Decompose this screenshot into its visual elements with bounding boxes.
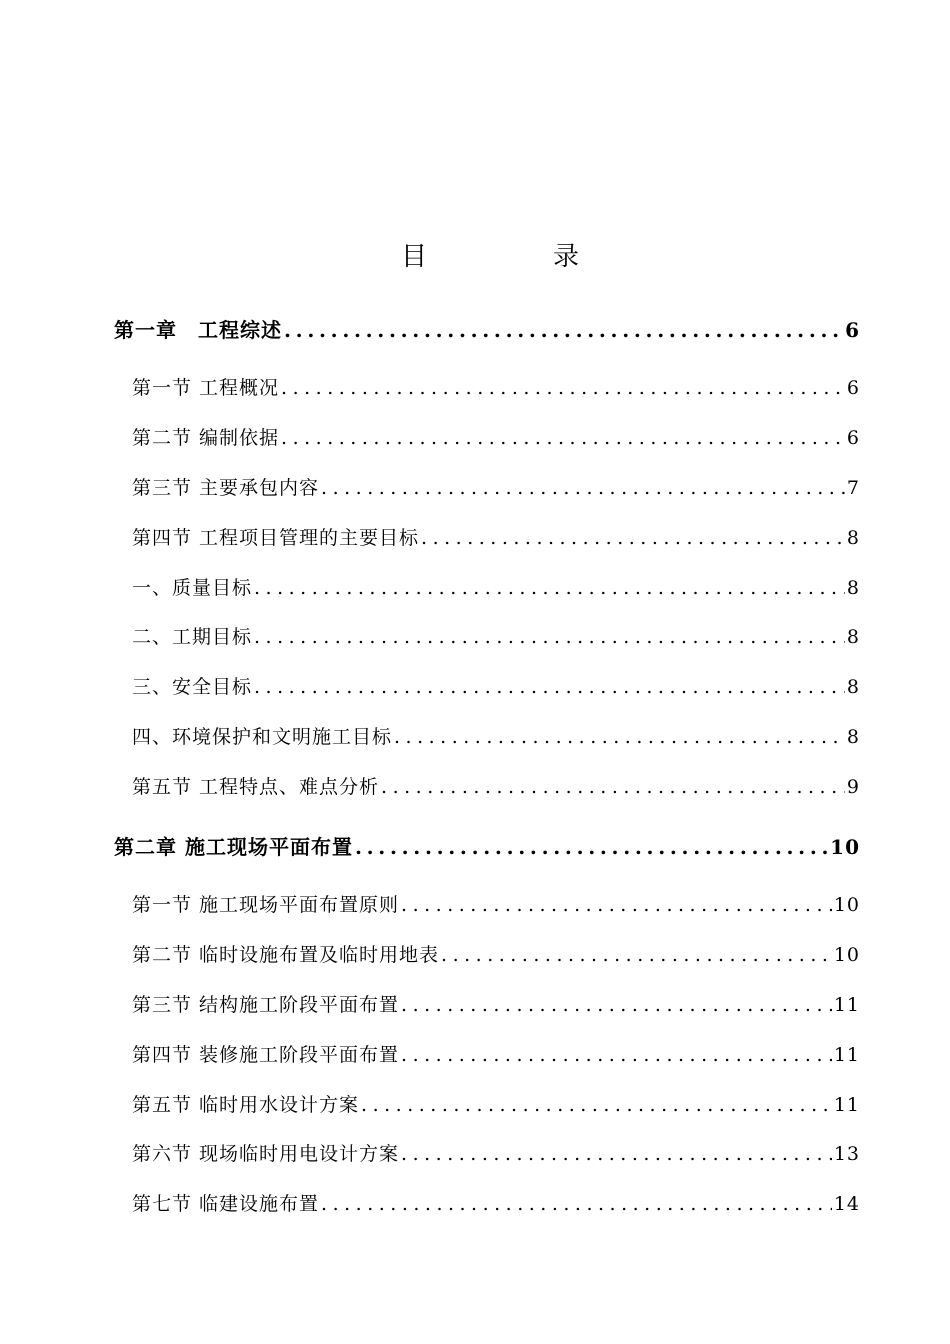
toc-entry-section[interactable] [132,990,860,1020]
toc-entry-chapter-2[interactable] [114,831,860,861]
toc-entry-section[interactable] [132,573,860,603]
toc-entry-page: 8 [846,726,860,748]
toc-entry-label: 第二节 临时设施布置及临时用地表 [132,944,440,966]
toc-leader-dots [254,577,845,599]
toc-entry-label: 第五节 临时用水设计方案 [132,1094,360,1116]
toc-entry-label: 第一节 工程概况 [132,377,280,399]
toc-entry-label: 第五节 工程特点、难点分析 [132,776,380,798]
toc-entry-chapter-1[interactable] [114,314,860,344]
toc-entry-label: 第四节 工程项目管理的主要目标 [132,527,420,549]
toc-leader-dots [321,477,845,499]
toc-entry-label: 第一节 施工现场平面布置原则 [132,894,400,916]
toc-entry-section[interactable] [132,473,860,503]
toc-title: 目 录 [400,242,629,272]
toc-entry-page: 11 [833,994,860,1016]
toc-entry-label: 二、工期目标 [132,626,253,648]
toc-entry-section[interactable] [132,622,860,652]
toc-leader-dots [401,994,832,1016]
toc-entry-page: 8 [846,676,860,698]
toc-entry-section[interactable] [132,423,860,453]
toc-leader-dots [421,527,845,549]
toc-leader-dots [355,835,828,859]
toc-entry-label: 三、安全目标 [132,676,253,698]
toc-entry-label: 四、环境保护和文明施工目标 [132,726,393,748]
toc-entry-page: 8 [846,626,860,648]
toc-entry-label: 第三节 结构施工阶段平面布置 [132,994,400,1016]
toc-entry-page: 9 [846,776,860,798]
toc-entry-section[interactable] [132,373,860,403]
toc-entry-section[interactable] [132,1139,860,1169]
toc-leader-dots [284,318,843,342]
toc-entry-page: 11 [833,1044,860,1066]
toc-leader-dots [321,1193,832,1215]
toc-entry-label: 第四节 装修施工阶段平面布置 [132,1044,400,1066]
toc-entry-section[interactable] [132,1090,860,1120]
toc-entry-section[interactable] [132,940,860,970]
toc-entry-label: 第二章 施工现场平面布置 [114,835,353,859]
toc-entry-page: 10 [833,894,860,916]
toc-entry-page: 8 [846,577,860,599]
toc-entry-page: 6 [845,318,860,342]
toc-entry-section[interactable] [132,1189,860,1219]
toc-entry-page: 14 [833,1193,860,1215]
toc-leader-dots [361,1094,832,1116]
toc-entry-section[interactable] [132,890,860,920]
toc-entry-section[interactable] [132,772,860,802]
toc-entry-page: 10 [833,944,860,966]
toc-entry-section[interactable] [132,672,860,702]
toc-entry-section[interactable] [132,722,860,752]
toc-entry-section[interactable] [132,1040,860,1070]
toc-entry-label: 第二节 编制依据 [132,427,280,449]
toc-entry-label: 一、质量目标 [132,577,253,599]
toc-entry-label: 第一章 工程综述 [114,318,282,342]
toc-leader-dots [254,626,845,648]
toc-leader-dots [381,776,845,798]
toc-leader-dots [441,944,832,966]
toc-entry-label: 第六节 现场临时用电设计方案 [132,1143,400,1165]
toc-entry-section[interactable] [132,523,860,553]
toc-leader-dots [401,1044,832,1066]
toc-leader-dots [394,726,845,748]
toc-leader-dots [281,377,845,399]
toc-entry-page: 6 [846,427,860,449]
toc-entry-page: 8 [846,527,860,549]
toc-entry-page: 11 [833,1094,860,1116]
toc-entry-label: 第三节 主要承包内容 [132,477,320,499]
toc-entry-page: 10 [830,835,860,859]
toc-leader-dots [401,1143,832,1165]
toc-leader-dots [401,894,832,916]
toc-entry-page: 7 [846,477,860,499]
toc-leader-dots [281,427,845,449]
toc-entry-page: 6 [846,377,860,399]
toc-entry-page: 13 [833,1143,860,1165]
toc-leader-dots [254,676,845,698]
toc-entry-label: 第七节 临建设施布置 [132,1193,320,1215]
